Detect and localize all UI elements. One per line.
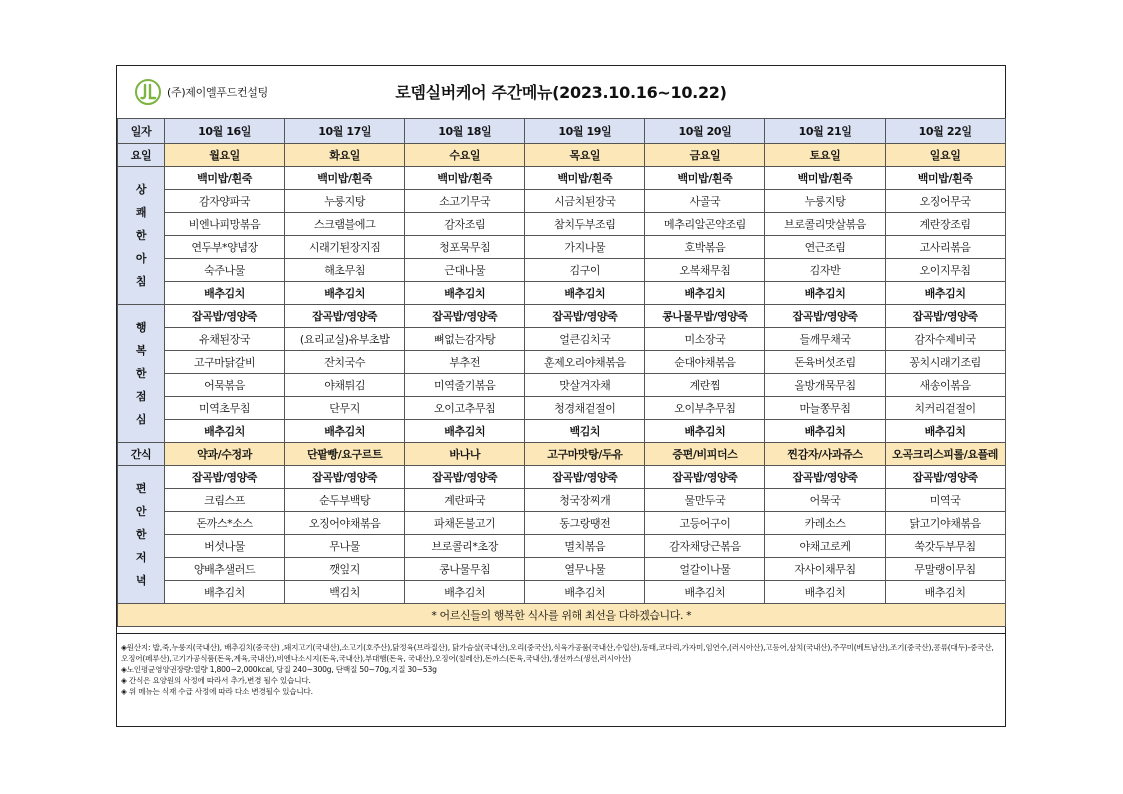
lunch-menu-item: 미소장국	[645, 328, 765, 351]
dinner-menu-item: 돈까스*소스	[165, 512, 285, 535]
dinner-menu-item: 배추김치	[405, 581, 525, 604]
dinner-menu-item: 야채고로케	[765, 535, 885, 558]
lunch-menu-item: 맛살겨자채	[525, 374, 645, 397]
note-change: ◈ 위 메뉴는 식재 수급 사정에 따라 다소 변경될수 있습니다.	[121, 687, 313, 696]
lunch-menu-item: 미역초무침	[165, 397, 285, 420]
snack-label: 간식	[118, 443, 165, 466]
date-cell: 10월 19일	[525, 119, 645, 144]
table-row	[118, 443, 1006, 466]
sheet-header	[117, 66, 1005, 119]
breakfast-menu-item: 김자반	[765, 259, 885, 282]
dinner-menu-item: 파채돈불고기	[405, 512, 525, 535]
dinner-menu-item: 백김치	[285, 581, 405, 604]
lunch-menu-item: 올방개묵무침	[765, 374, 885, 397]
note-origin: ◈원산지: 밥,죽,누룽지(국내산), 배추김치(중국산) ,돼지고기(국내산),소고기(호주산),닭정육(브라질산), 닭가슴살(국내산),오리(중국산),식육가공품(국내산,수입산),동태,코다리,가자미,임연수,(러시아산),고등어,삼치(국내산),주꾸미(베트남산),조기(중국산),콩류(대두)-중국산,오징어(페루산),고기가공식품(돈육,계육,국내산),비엔나소시지(돈육,국내산),부대햄(돈육, 국내산),오징어(칠레산),돈까스(돈육,국내산),생선까스(생선,러시아산)	[121, 643, 994, 663]
lunch-menu-item: 단무지	[285, 397, 405, 420]
table-row	[118, 190, 1006, 213]
lunch-menu-item: 순대야채볶음	[645, 351, 765, 374]
lunch-menu-item: 청경채겉절이	[525, 397, 645, 420]
date-cell: 10월 20일	[645, 119, 765, 144]
breakfast-menu-item: 사골국	[645, 190, 765, 213]
dinner-menu-item: 배추김치	[645, 581, 765, 604]
breakfast-menu-item: 계란장조림	[885, 213, 1005, 236]
breakfast-menu-item: 오복채무침	[645, 259, 765, 282]
dinner-menu-item: 양배추샐러드	[165, 558, 285, 581]
table-row	[118, 604, 1006, 627]
dinner-label	[118, 466, 165, 604]
lunch-label-char: 심	[135, 413, 147, 426]
lunch-menu-item: 고구마닭갈비	[165, 351, 285, 374]
breakfast-menu-item: 시금치된장국	[525, 190, 645, 213]
table-row	[118, 351, 1006, 374]
breakfast-menu-item: 배추김치	[285, 282, 405, 305]
lunch-menu-item: 들깨무채국	[765, 328, 885, 351]
day-cell: 목요일	[525, 144, 645, 167]
breakfast-menu-item: 배추김치	[645, 282, 765, 305]
date-cell: 10월 17일	[285, 119, 405, 144]
breakfast-menu-item: 연근조림	[765, 236, 885, 259]
breakfast-menu-item: 배추김치	[885, 282, 1005, 305]
dinner-menu-item: 크림스프	[165, 489, 285, 512]
lunch-label-char: 한	[135, 367, 147, 380]
lunch-menu-item: 잡곡밥/영양죽	[165, 305, 285, 328]
breakfast-menu-item: 가지나물	[525, 236, 645, 259]
dinner-menu-item: 배추김치	[885, 581, 1005, 604]
lunch-menu-item: 계란찜	[645, 374, 765, 397]
lunch-menu-item: 부추전	[405, 351, 525, 374]
lunch-label-char: 행	[135, 321, 147, 334]
date-label: 일자	[118, 119, 165, 144]
table-row	[118, 259, 1006, 282]
notice-banner: * 어르신들의 행복한 식사를 위해 최선을 다하겠습니다. *	[118, 604, 1006, 627]
lunch-menu-item: 잔치국수	[285, 351, 405, 374]
breakfast-label-char: 쾌	[135, 206, 147, 219]
dinner-menu-item: 배추김치	[165, 581, 285, 604]
day-label: 요일	[118, 144, 165, 167]
dinner-menu-item: 잡곡밥/영양죽	[165, 466, 285, 489]
table-row	[118, 466, 1006, 489]
dinner-menu-item: 고등어구이	[645, 512, 765, 535]
day-cell: 수요일	[405, 144, 525, 167]
table-row	[118, 305, 1006, 328]
note-nutrition: ◈노인평균영양권장량:열량 1,800~2,000kcal, 당질 240~300g, 단백질 50~70g,지질 30~53g	[121, 665, 437, 674]
table-row	[118, 558, 1006, 581]
lunch-menu-item: 유채된장국	[165, 328, 285, 351]
table-row	[118, 535, 1006, 558]
lunch-menu-item: 잡곡밥/영양죽	[885, 305, 1005, 328]
table-row	[118, 581, 1006, 604]
lunch-menu-item: 훈제오리야채볶음	[525, 351, 645, 374]
breakfast-menu-item: 백미밥/흰죽	[285, 167, 405, 190]
lunch-menu-item: 돈육버섯조림	[765, 351, 885, 374]
lunch-label-char: 복	[135, 344, 147, 357]
day-cell: 일요일	[885, 144, 1005, 167]
table-row	[118, 144, 1006, 167]
breakfast-menu-item: 스크램블에그	[285, 213, 405, 236]
dinner-label-char: 녁	[135, 574, 147, 587]
lunch-label	[118, 305, 165, 443]
table-row	[118, 236, 1006, 259]
dinner-menu-item: 계란파국	[405, 489, 525, 512]
snack-item: 증편/비피더스	[645, 443, 765, 466]
breakfast-label-char: 아	[135, 252, 147, 265]
breakfast-menu-item: 근대나물	[405, 259, 525, 282]
day-cell: 금요일	[645, 144, 765, 167]
dinner-menu-item: 잡곡밥/영양죽	[885, 466, 1005, 489]
breakfast-menu-item: 백미밥/흰죽	[765, 167, 885, 190]
breakfast-menu-item: 배추김치	[525, 282, 645, 305]
dinner-menu-item: 버섯나물	[165, 535, 285, 558]
lunch-menu-item: 야채튀김	[285, 374, 405, 397]
breakfast-menu-item: 누룽지탕	[765, 190, 885, 213]
date-cell: 10월 22일	[885, 119, 1005, 144]
lunch-menu-item: 잡곡밥/영양죽	[765, 305, 885, 328]
dinner-menu-item: 잡곡밥/영양죽	[525, 466, 645, 489]
dinner-label-char: 편	[135, 482, 147, 495]
lunch-menu-item: 미역줄기볶음	[405, 374, 525, 397]
dinner-menu-item: 잡곡밥/영양죽	[405, 466, 525, 489]
dinner-menu-item: 무말랭이무침	[885, 558, 1005, 581]
dinner-menu-item: 자사이채무침	[765, 558, 885, 581]
lunch-menu-item: 새송이볶음	[885, 374, 1005, 397]
breakfast-menu-item: 해초무침	[285, 259, 405, 282]
lunch-menu-item: 감자수제비국	[885, 328, 1005, 351]
lunch-menu-item: 치커리겉절이	[885, 397, 1005, 420]
table-row	[118, 119, 1006, 144]
breakfast-menu-item: 백미밥/흰죽	[525, 167, 645, 190]
dinner-menu-item: 멸치볶음	[525, 535, 645, 558]
breakfast-menu-item: 숙주나물	[165, 259, 285, 282]
lunch-menu-item: 배추김치	[885, 420, 1005, 443]
lunch-menu-item: 배추김치	[645, 420, 765, 443]
table-row	[118, 512, 1006, 535]
date-cell: 10월 18일	[405, 119, 525, 144]
dinner-menu-item: 순두부백탕	[285, 489, 405, 512]
breakfast-menu-item: 시래기된장지짐	[285, 236, 405, 259]
weekly-menu-table	[117, 118, 1006, 627]
lunch-menu-item: 배추김치	[285, 420, 405, 443]
breakfast-label	[118, 167, 165, 305]
breakfast-menu-item: 감자양파국	[165, 190, 285, 213]
breakfast-menu-item: 고사리볶음	[885, 236, 1005, 259]
dinner-menu-item: 물만두국	[645, 489, 765, 512]
lunch-menu-item: 잡곡밥/영양죽	[405, 305, 525, 328]
dinner-menu-item: 열무나물	[525, 558, 645, 581]
day-cell: 토요일	[765, 144, 885, 167]
breakfast-label-char: 한	[135, 229, 147, 242]
dinner-menu-item: 배추김치	[765, 581, 885, 604]
dinner-menu-item: 동그랑땡전	[525, 512, 645, 535]
dinner-label-char: 저	[135, 551, 147, 564]
dinner-menu-item: 쑥갓두부무침	[885, 535, 1005, 558]
dinner-label-char: 안	[135, 505, 147, 518]
breakfast-label-char: 상	[135, 183, 147, 196]
lunch-menu-item: 콩나물무밥/영양죽	[645, 305, 765, 328]
breakfast-menu-item: 오이지무침	[885, 259, 1005, 282]
breakfast-menu-item: 백미밥/흰죽	[645, 167, 765, 190]
table-row	[118, 167, 1006, 190]
menu-sheet	[116, 65, 1006, 727]
dinner-menu-item: 브로콜리*초장	[405, 535, 525, 558]
breakfast-menu-item: 청포묵무침	[405, 236, 525, 259]
breakfast-menu-item: 배추김치	[165, 282, 285, 305]
lunch-menu-item: 뼈없는감자탕	[405, 328, 525, 351]
date-cell: 10월 21일	[765, 119, 885, 144]
table-row	[118, 282, 1006, 305]
breakfast-menu-item: 오징어무국	[885, 190, 1005, 213]
logo-text: (주)제이엘푸드컨설팅	[167, 86, 268, 99]
table-row	[118, 397, 1006, 420]
breakfast-menu-item: 참치두부조림	[525, 213, 645, 236]
dinner-menu-item: 배추김치	[525, 581, 645, 604]
lunch-menu-item: 오이고추무침	[405, 397, 525, 420]
dinner-menu-item: 미역국	[885, 489, 1005, 512]
lunch-menu-item: 얼큰김치국	[525, 328, 645, 351]
snack-item: 찐감자/사과쥬스	[765, 443, 885, 466]
dinner-menu-item: 콩나물무침	[405, 558, 525, 581]
breakfast-menu-item: 감자조림	[405, 213, 525, 236]
table-row	[118, 213, 1006, 236]
breakfast-menu-item: 배추김치	[405, 282, 525, 305]
dinner-label-char: 한	[135, 528, 147, 541]
lunch-menu-item: 배추김치	[765, 420, 885, 443]
note-snack: ◈ 간식은 요양원의 사정에 따라서 추가,변경 될수 있습니다.	[121, 676, 311, 685]
lunch-menu-item: 배추김치	[165, 420, 285, 443]
lunch-menu-item: 꽁치시래기조림	[885, 351, 1005, 374]
lunch-menu-item: 배추김치	[405, 420, 525, 443]
dinner-menu-item: 오징어야채볶음	[285, 512, 405, 535]
lunch-menu-item: 잡곡밥/영양죽	[285, 305, 405, 328]
breakfast-label-char: 침	[135, 275, 147, 288]
day-cell: 월요일	[165, 144, 285, 167]
dinner-menu-item: 잡곡밥/영양죽	[285, 466, 405, 489]
dinner-menu-item: 카레소스	[765, 512, 885, 535]
lunch-menu-item: 어묵볶음	[165, 374, 285, 397]
breakfast-menu-item: 메추리알곤약조림	[645, 213, 765, 236]
dinner-menu-item: 잡곡밥/영양죽	[645, 466, 765, 489]
breakfast-menu-item: 호박볶음	[645, 236, 765, 259]
snack-item: 고구마맛탕/두유	[525, 443, 645, 466]
page-title: 로뎀실버케어 주간메뉴(2023.10.16~10.22)	[395, 83, 727, 102]
lunch-menu-item: 백김치	[525, 420, 645, 443]
dinner-menu-item: 깻잎지	[285, 558, 405, 581]
lunch-label-char: 점	[135, 390, 147, 403]
breakfast-menu-item: 브로콜리맛살볶음	[765, 213, 885, 236]
dinner-menu-item: 무나물	[285, 535, 405, 558]
dinner-menu-item: 얼갈이나물	[645, 558, 765, 581]
breakfast-menu-item: 비엔나피망볶음	[165, 213, 285, 236]
breakfast-menu-item: 연두부*양념장	[165, 236, 285, 259]
dinner-menu-item: 감자채당근볶음	[645, 535, 765, 558]
table-row	[118, 420, 1006, 443]
snack-item: 단팥빵/요구르트	[285, 443, 405, 466]
breakfast-menu-item: 김구이	[525, 259, 645, 282]
breakfast-menu-item: 백미밥/흰죽	[405, 167, 525, 190]
breakfast-menu-item: 소고기무국	[405, 190, 525, 213]
snack-item: 바나나	[405, 443, 525, 466]
dinner-menu-item: 어묵국	[765, 489, 885, 512]
dinner-menu-item: 청국장찌개	[525, 489, 645, 512]
table-row	[118, 328, 1006, 351]
day-cell: 화요일	[285, 144, 405, 167]
breakfast-menu-item: 백미밥/흰죽	[885, 167, 1005, 190]
lunch-menu-item: 오이부추무침	[645, 397, 765, 420]
notes-section	[117, 633, 1005, 726]
table-row	[118, 489, 1006, 512]
breakfast-menu-item: 백미밥/흰죽	[165, 167, 285, 190]
snack-item: 약과/수정과	[165, 443, 285, 466]
snack-item: 오곡크리스피롤/요플레	[885, 443, 1005, 466]
breakfast-menu-item: 배추김치	[765, 282, 885, 305]
date-cell: 10월 16일	[165, 119, 285, 144]
breakfast-menu-item: 누룽지탕	[285, 190, 405, 213]
dinner-menu-item: 잡곡밥/영양죽	[765, 466, 885, 489]
lunch-menu-item: 잡곡밥/영양죽	[525, 305, 645, 328]
dinner-menu-item: 닭고기야채볶음	[885, 512, 1005, 535]
table-row	[118, 374, 1006, 397]
lunch-menu-item: 마늘쫑무침	[765, 397, 885, 420]
lunch-menu-item: (요리교실)유부초밥	[285, 328, 405, 351]
